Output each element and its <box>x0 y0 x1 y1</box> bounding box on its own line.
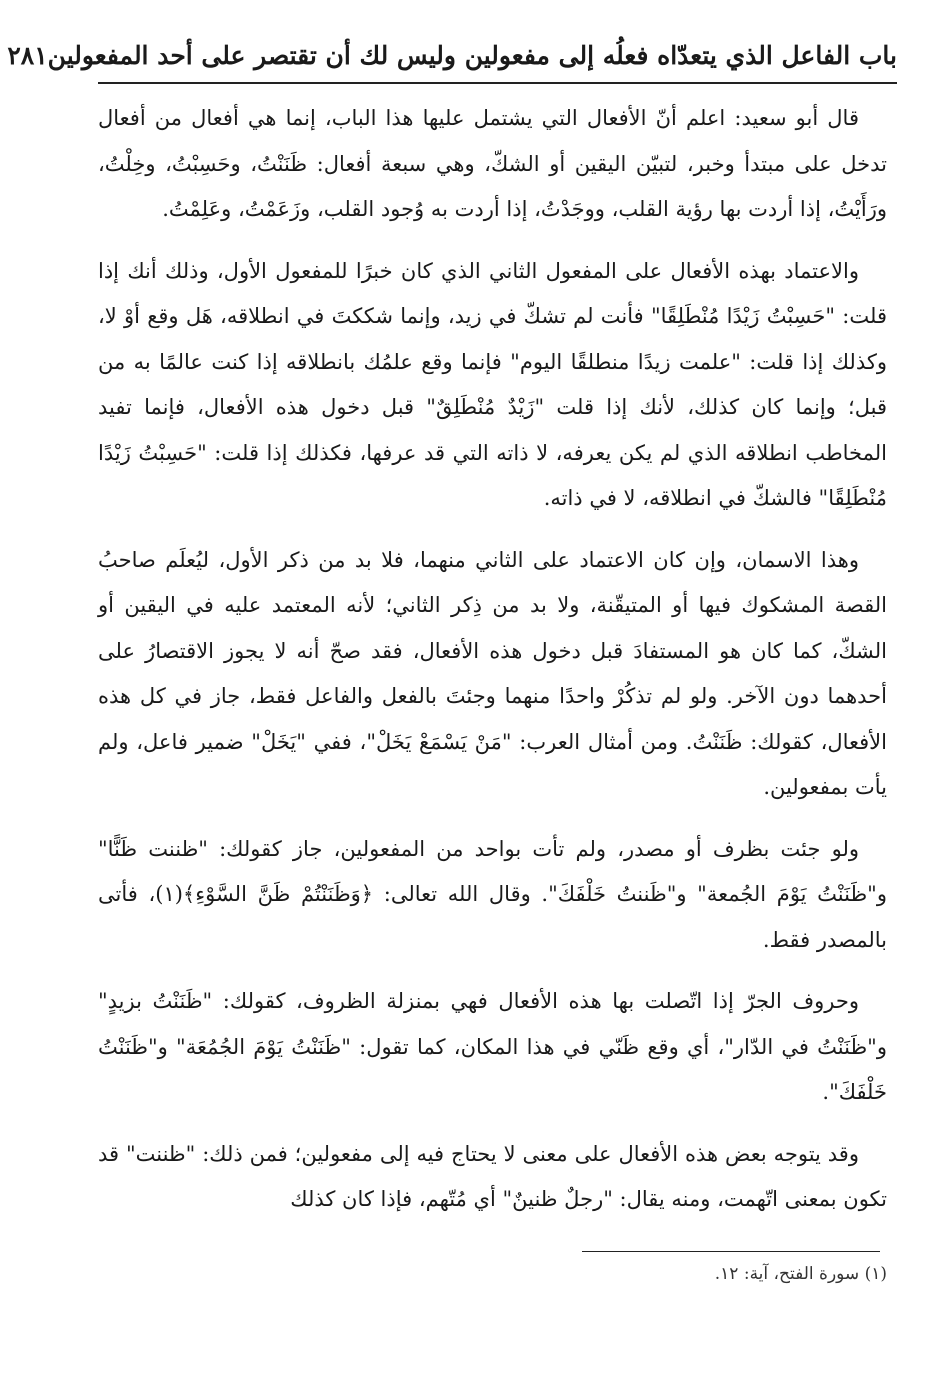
running-header <box>7 30 897 80</box>
paragraph: وحروف الجرّ إذا اتّصلت بها هذه الأفعال فهي بمنزلة الظروف، كقولك: "ظَنَنْتُ بزيدٍ" و"ظَنَنْتُ في الدّار"، أي وقع ظَنّي في هذا المكان، كما تقول: "ظَنَنْتُ يَوْمَ الجُمُعَة" و"ظَنَنْتُ خَلْفَكَ". <box>98 989 887 1104</box>
paragraph: ولو جئت بظرف أو مصدر، ولم تأت بواحد من المفعولين، جاز كقولك: "ظننت ظَنًّا" و"ظَنَنْتُ يَوْمَ الجُمعة" و"ظَننتُ خَلْفَكَ". وقال الله تعالى: ﴿وَظَنَنْتُمْ ظَنَّ السَّوْءِ﴾(١)، فأتى بالمصدر فقط. <box>98 836 887 952</box>
page-number: ٢٨١ <box>7 40 48 70</box>
paragraph: وقد يتوجه بعض هذه الأفعال على معنى لا يحتاج فيه إلى مفعولين؛ فمن ذلك: "ظننت" قد تكون بمعنى اتّهمت، ومنه يقال: "رجلٌ ظنينٌ" أي مُتّهم، فإذا كان كذلك <box>98 1141 887 1211</box>
paragraph: قال أبو سعيد: اعلم أنّ الأفعال التي يشتمل عليها هذا الباب، إنما هي أفعال من أفعال تدخل على مبتدأ وخبر، لتبيّن اليقين أو الشكّ، وهي سبعة أفعال: ظَنَنْتُ، وحَسِبْتُ، وخِلْتُ، ورَأَيْتُ، إذا أردت بها رؤية القلب، ووجَدْتُ، إذا أردت به وُجود القلب، وزَعَمْتُ، وعَلِمْتُ. <box>98 106 887 221</box>
footnote-divider <box>582 1251 880 1252</box>
chapter-title: باب الفاعل الذي يتعدّاه فعلُه إلى مفعولين وليس لك أن تقتصر على أحد المفعولين <box>47 40 897 70</box>
paragraph: وهذا الاسمان، وإن كان الاعتماد على الثاني منهما، فلا بد من ذكر الأول، ليُعلَم صاحبُ القصة المشكوك فيها أو المتيقّنة، ولا بد من ذِكر الثاني؛ لأنه المعتمد عليه في اليقين أو الشكّ، كما كان هو المستفادَ قبل دخول هذه الأفعال، فقد صحّ أنه لا يجوز الاقتصارُ على أحدهما دون الآخر. ولو لم تذكُرْ واحدًا منهما وجئتَ بالفعل والفاعل فقط، جاز في كل هذه الأفعال، كقولك: ظَنَنْتُ. ومن أمثال العرب: "مَنْ يَسْمَعْ يَخَلْ"، ففي "يَخَلْ" ضمير فاعل، ولم يأت بمفعولين. <box>98 547 887 799</box>
paragraph: والاعتماد بهذه الأفعال على المفعول الثاني الذي كان خبرًا للمفعول الأول، وذلك أنك إذا قلت: "حَسِبْتُ زَيْدًا مُنْطَلِقًا" فأنت لم تشكّ في زيد، وإنما شككتَ في انطلاقه، هَل وقع أوْ لا، وكذلك إذا قلت: "علمت زيدًا منطلقًا اليوم" فإنما وقع علمُك بانطلاقه إذا كنت عالمًا به من قبل؛ وإنما كان كذلك، لأنك إذا قلت "زَيْدٌ مُنْطَلِقٌ" قبل دخول هذه الأفعال، فإنما تفيد المخاطب انطلاقه الذي لم يكن يعرفه، لا ذاته التي قد عرفها، فكذلك إذا قلت: "حَسِبْتُ زَيْدًا مُنْطَلِقًا" فالشكّ في انطلاقه، لا في ذاته. <box>98 258 887 510</box>
header-divider <box>98 82 897 84</box>
main-text <box>98 96 887 1239</box>
footnote: (١) سورة الفتح، آية: ١٢. <box>714 1264 887 1284</box>
